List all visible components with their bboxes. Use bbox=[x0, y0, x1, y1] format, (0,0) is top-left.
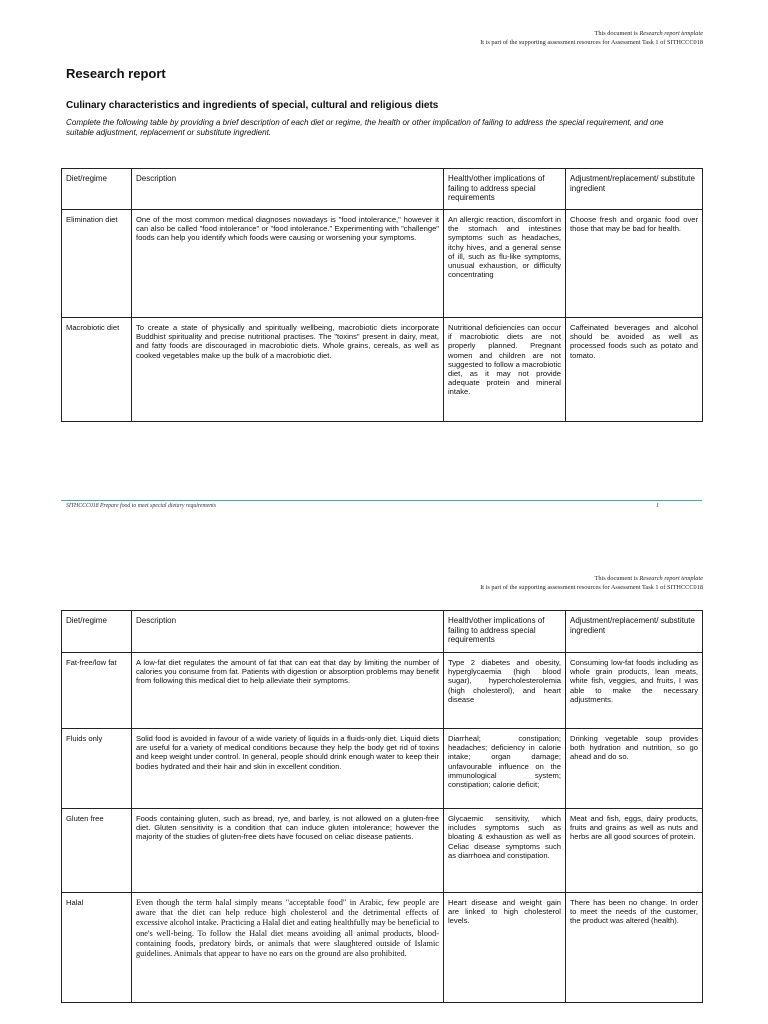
header-line-1-italic: Research report template bbox=[639, 575, 703, 582]
table-row bbox=[62, 893, 703, 1003]
header-line-2: It is part of the supporting assessment resources for Assessment Task 1 of SITHCCC018 bbox=[480, 38, 703, 46]
cell-implications: An allergic reaction, discomfort in the stomach and intestines symptoms such as headaches, itchy hives, and a general sense of ill, such as flu-like symptoms, unusual exhaustion, or difficulty concentrating bbox=[444, 210, 566, 318]
table-row bbox=[62, 653, 703, 729]
cell-adjustment: Drinking vegetable soup provides both hydration and nutrition, so go ahead and do so. bbox=[566, 729, 703, 809]
cell-implications: Type 2 diabetes and obesity, hyperglycaemia (high blood sugar), hypercholesterolemia (high cholesterol), and heart disease bbox=[444, 653, 566, 729]
page-number: 1 bbox=[656, 503, 659, 509]
cell-adjustment: Caffeinated beverages and alcohol should be avoided as well as processed foods such as potato and tomato. bbox=[566, 318, 703, 422]
table-row bbox=[62, 210, 703, 318]
cell-adjustment: There has been no change. In order to meet the needs of the customer, the product was altered (health). bbox=[566, 893, 703, 1003]
table-row bbox=[62, 729, 703, 809]
page-2 bbox=[0, 560, 768, 1024]
cell-diet: Fat-free/low fat bbox=[62, 653, 132, 729]
instructions: Complete the following table by providing a brief description of each diet or regime, the health or other implication of failing to address the special requirement, and one suitable adjustment, replacement or substitute ingredient. bbox=[66, 118, 664, 137]
cell-description: One of the most common medical diagnoses nowadays is "food intolerance," however it can also be called "food intolerance" or "food intolerance." Experimenting with "challenge" foods can help you identify which foods were causing or worsening your symptoms. bbox=[132, 210, 444, 318]
header-diet: Diet/regime bbox=[62, 611, 132, 653]
cell-implications: Nutritional deficiencies can occur if macrobiotic diets are not properly planned. Pregnant women and children are not suggested to follow a macrobiotic diet, as it may not provide adequate protein and mineral intake. bbox=[444, 318, 566, 422]
diet-table-page-1 bbox=[61, 168, 703, 422]
cell-implications: Diarrheal; constipation; headaches; deficiency in calorie intake; organ damage; unfavourable influence on the immunological system; constipation; calorie deficit; bbox=[444, 729, 566, 809]
page-title: Research report bbox=[66, 66, 166, 81]
table-row bbox=[62, 318, 703, 422]
section-subtitle: Culinary characteristics and ingredients of special, cultural and religious diets bbox=[66, 100, 439, 111]
document-header bbox=[480, 575, 703, 592]
cell-description: Foods containing gluten, such as bread, rye, and barley, is not allowed on a gluten-free diet. Gluten sensitivity is a condition that can induce gluten intolerance; however the majority of the studies of gluten-free diets have focused on celiac disease patients. bbox=[132, 809, 444, 893]
cell-adjustment: Consuming low-fat foods including as whole grain products, lean meats, white fish, veggies, and fruits, I was able to make the necessary adjustments. bbox=[566, 653, 703, 729]
header-description: Description bbox=[132, 611, 444, 653]
header-implications: Health/other implications of failing to address special requirements bbox=[444, 611, 566, 653]
cell-implications: Heart disease and weight gain are linked to high cholesterol levels. bbox=[444, 893, 566, 1003]
header-implications: Health/other implications of failing to address special requirements bbox=[444, 169, 566, 210]
cell-description: A low-fat diet regulates the amount of fat that can eat that day by limiting the number of calories you consume from fat. Patients with digestion or absorption problems may benefit from following this medical diet to help alleviate their symptoms. bbox=[132, 653, 444, 729]
header-description: Description bbox=[132, 169, 444, 210]
diet-table-page-2 bbox=[61, 610, 703, 1003]
document-header bbox=[480, 30, 703, 47]
cell-description: Even though the term halal simply means "acceptable food" in Arabic, few people are aware that the diet can help reduce high cholesterol and the detrimental effects of excessive alcohol intake. Practicing a Halal diet and eating healthfully may be beneficial to one's well-being. To follow the Halal diet means avoiding all animal products, blood-containing foods, predatory birds, or animals that were slaughtered outside of Islamic guidelines. Animals that appear to have no ears on the ground are also prohibited. bbox=[132, 893, 444, 1003]
header-adjustment: Adjustment/replacement/ substitute ingredient bbox=[566, 611, 703, 653]
header-line-1-italic: Research report template bbox=[639, 30, 703, 37]
table-header-row bbox=[62, 169, 703, 210]
footer-text: SITHCCC018 Prepare food to meet special dietary requirements bbox=[66, 503, 216, 509]
cell-diet: Fluids only bbox=[62, 729, 132, 809]
cell-description: Solid food is avoided in favour of a wide variety of liquids in a fluids-only diet. Liquid diets are useful for a variety of medical conditions because they help the body get rid of toxins and keep weight under control. In general, people should drink enough water to keep their bodies hydrated and their hair and skin in excellent condition. bbox=[132, 729, 444, 809]
cell-adjustment: Meat and fish, eggs, dairy products, fruits and grains as well as nuts and herbs are all good sources of protein. bbox=[566, 809, 703, 893]
header-line-1-prefix: This document is bbox=[594, 30, 640, 37]
cell-diet: Halal bbox=[62, 893, 132, 1003]
cell-diet: Gluten free bbox=[62, 809, 132, 893]
footer-divider bbox=[61, 500, 702, 501]
table-header-row bbox=[62, 611, 703, 653]
header-line-2: It is part of the supporting assessment resources for Assessment Task 1 of SITHCCC018 bbox=[480, 583, 703, 591]
cell-description: To create a state of physically and spiritually wellbeing, macrobiotic diets incorporate Buddhist spirituality and precise nutritional practises. The "toxins" present in dairy, meat, and fatty foods are discouraged in macrobiotic diets. Whole grains, cereals, as well as cooked vegetables make up the bulk of a macrobiotic diet. bbox=[132, 318, 444, 422]
cell-implications: Glycaemic sensitivity, which includes symptoms such as bloating & exhaustion as well as Celiac disease symptoms such as diarrhoea and constipation. bbox=[444, 809, 566, 893]
cell-adjustment: Choose fresh and organic food over those that may be bad for health. bbox=[566, 210, 703, 318]
cell-diet: Macrobiotic diet bbox=[62, 318, 132, 422]
table-row bbox=[62, 809, 703, 893]
header-diet: Diet/regime bbox=[62, 169, 132, 210]
cell-diet: Elimination diet bbox=[62, 210, 132, 318]
header-adjustment: Adjustment/replacement/ substitute ingredient bbox=[566, 169, 703, 210]
header-line-1-prefix: This document is bbox=[594, 575, 640, 582]
